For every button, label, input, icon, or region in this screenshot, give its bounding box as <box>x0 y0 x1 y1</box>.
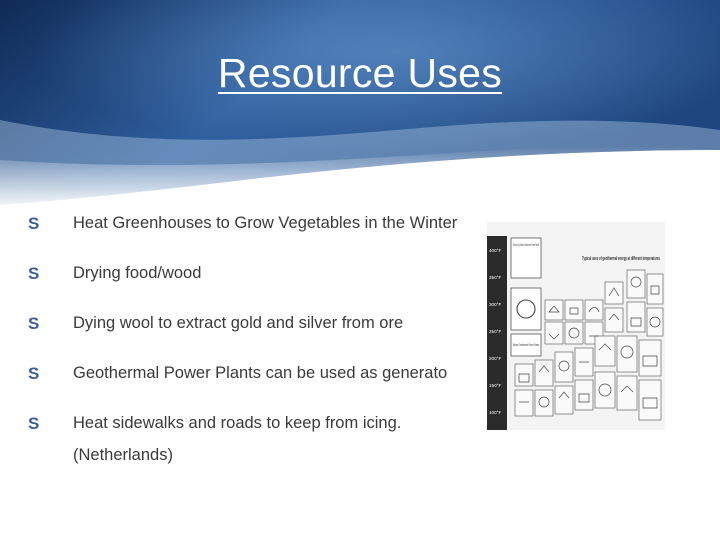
bullet-text: Geothermal Power Plants can be used as generato <box>73 364 448 382</box>
geothermal-uses-figure <box>487 222 665 430</box>
bullet-text: Heat sidewalks and roads to keep from icing. <box>73 414 402 432</box>
temperature-tick: 300°F <box>489 302 502 307</box>
bullet-text: Drying food/wood <box>73 264 202 282</box>
temperature-tick: 100°F <box>489 410 502 415</box>
bullet-icon: S <box>28 414 40 433</box>
bullet-icon: S <box>28 314 40 333</box>
header-background <box>0 0 720 210</box>
bullet-continuation: (Netherlands) <box>73 446 173 464</box>
page-title: Resource Uses <box>217 50 503 96</box>
bullet-icon: S <box>28 264 40 283</box>
temperature-tick: 250°F <box>489 329 502 334</box>
temperature-tick: 350°F <box>489 275 502 280</box>
temperature-tick: 150°F <box>489 383 502 388</box>
bullet-text: Heat Greenhouses to Grow Vegetables in the Winter <box>73 214 458 232</box>
power-plant-label: Binary Geothermal Power Plants <box>513 342 539 347</box>
figure-heading: Typical uses of geothermal energy at different temperatures <box>582 256 661 262</box>
power-plant-label: Flash & Dry Steam Geothermal Power Plants <box>513 242 539 247</box>
bullet-text: Dying wool to extract gold and silver from ore <box>73 314 404 332</box>
temperature-tick: 200°F <box>489 356 502 361</box>
temperature-tick: 400°F <box>489 248 502 253</box>
bullet-icon: S <box>28 364 40 383</box>
bullet-icon: S <box>28 214 40 233</box>
